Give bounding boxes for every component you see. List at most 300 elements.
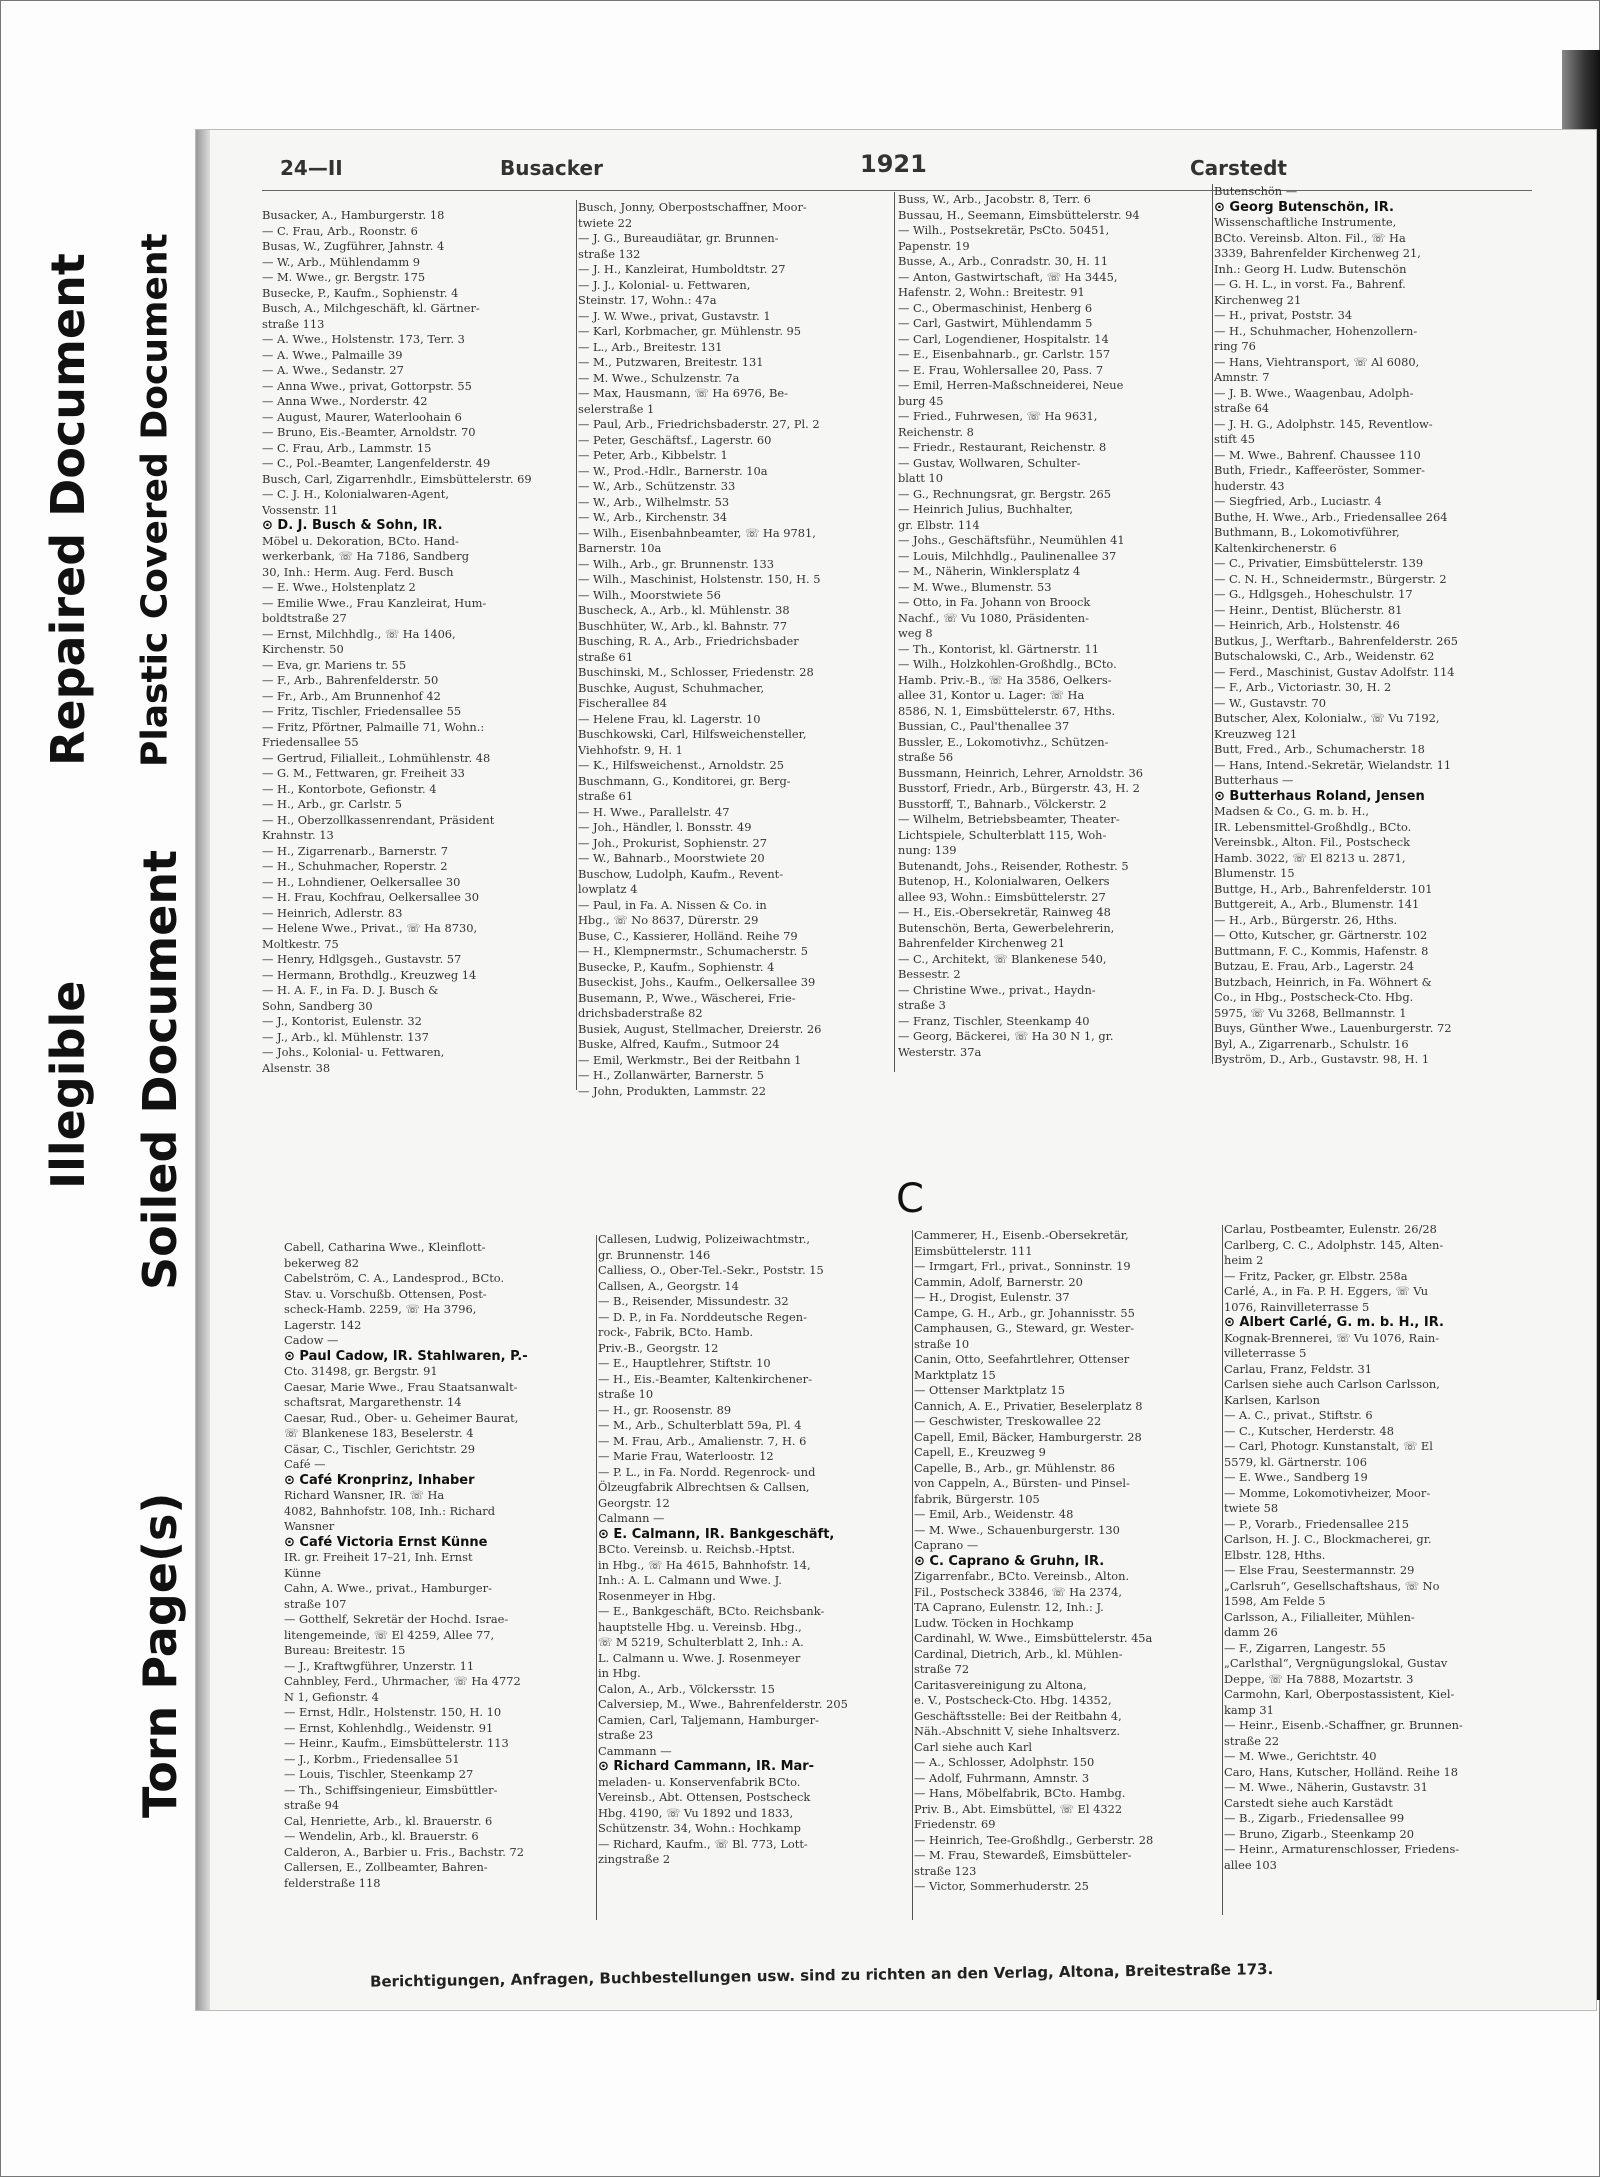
directory-entry-line: Calversiep, M., Wwe., Bahrenfelderstr. 205: [598, 1697, 848, 1711]
directory-entry-line: — Joh., Händler, l. Bonsstr. 49: [578, 820, 752, 834]
directory-entry-line: — H., Kontorbote, Gefionstr. 4: [262, 781, 437, 796]
directory-entry-line: — Henry, Hdlgsgeh., Gustavstr. 57: [262, 952, 462, 966]
directory-entry-line: — J., Arb., kl. Mühlenstr. 137: [262, 1029, 429, 1044]
directory-entry-line: — Ernst, Kohlenhdlg., Weidenstr. 91: [284, 1720, 494, 1735]
directory-entry-line: — Wilh., Arb., gr. Brunnenstr. 133: [578, 556, 775, 571]
directory-entry-line: — J. B. Wwe., Waagenbau, Adolph-: [1214, 385, 1414, 400]
directory-entry-line: — Wilh., Moorstwiete 56: [578, 587, 721, 602]
directory-entry-line: — August, Maurer, Waterloohain 6: [262, 409, 462, 424]
directory-entry-line: bekerweg 82: [284, 1255, 360, 1270]
directory-entry-line: Butterhaus —: [1214, 773, 1294, 787]
directory-entry-line: Butt, Fred., Arb., Schumacherstr. 18: [1214, 742, 1425, 756]
directory-entry-line: — E., Eisenbahnarb., gr. Carlstr. 157: [898, 347, 1111, 361]
column-3: [898, 192, 1216, 1092]
directory-entry-line: Kirchenweg 21: [1214, 292, 1302, 307]
directory-entry-line: Georgstr. 12: [598, 1495, 670, 1510]
directory-entry-line: Busch, Carl, Zigarrenhdlr., Eimsbüttelerstr. 69: [262, 471, 532, 486]
directory-entry-line: hauptstelle Hbg. u. Vereinsb. Hbg.,: [598, 1619, 802, 1634]
directory-entry-line: — Richard, Kaufm., ☏ Bl. 773, Lott-: [598, 1836, 808, 1851]
directory-entry-line: Caritasvereinigung zu Altona,: [914, 1677, 1087, 1692]
directory-entry-line: Schützenstr. 34, Wohn.: Hochkamp: [598, 1821, 801, 1835]
directory-entry-line: straße 64: [1214, 401, 1270, 415]
directory-entry-line: — Carl, Photogr. Kunstanstalt, ☏ El: [1224, 1439, 1433, 1453]
directory-entry-line: Caesar, Marie Wwe., Frau Staatsanwalt-: [284, 1379, 518, 1394]
directory-entry-line: — H. A. F., in Fa. D. J. Busch &: [262, 983, 439, 997]
directory-entry-line: straße 72: [914, 1662, 970, 1676]
directory-entry-line: — D. P., in Fa. Norddeutsche Regen-: [598, 1309, 807, 1324]
directory-entry-line: Carstedt siehe auch Karstädt: [1224, 1795, 1393, 1810]
directory-entry-line: — H., Lohndiener, Oelkersallee 30: [262, 874, 461, 889]
directory-entry-line: — Hans, Viehtransport, ☏ Al 6080,: [1214, 354, 1420, 369]
directory-entry-line: — Fritz, Packer, gr. Elbstr. 258a: [1224, 1268, 1408, 1283]
directory-entry-line: Amnstr. 7: [1214, 370, 1270, 384]
directory-entry-line: — Emil, Werkmstr., Bei der Reitbahn 1: [578, 1052, 802, 1067]
directory-entry-line: — M., Arb., Schulterblatt 59a, Pl. 4: [598, 1418, 802, 1432]
directory-entry-line: zingstraße 2: [598, 1852, 671, 1866]
directory-entry-line: straße 61: [578, 649, 634, 664]
directory-entry-line: ⊙ Paul Cadow, IR. Stahlwaren, P.-: [284, 1348, 528, 1364]
directory-entry-line: Capelle, B., Arb., gr. Mühlenstr. 86: [914, 1460, 1115, 1475]
directory-entry-line: Busstorff, T., Bahnarb., Völckerstr. 2: [898, 796, 1107, 811]
directory-entry-line: Künne: [284, 1565, 322, 1580]
directory-entry-line: Butscher, Alex, Kolonialw., ☏ Vu 7192,: [1214, 711, 1440, 725]
directory-entry-line: Vereinsb., Abt. Ottensen, Postscheck: [598, 1790, 811, 1804]
directory-entry-line: — L., Arb., Breitestr. 131: [578, 339, 723, 354]
directory-entry-line: — Fritz, Pförtner, Palmaille 71, Wohn.:: [262, 719, 485, 734]
directory-entry-line: — Adolf, Fuhrmann, Amnstr. 3: [914, 1770, 1090, 1785]
directory-entry-line: straße 10: [598, 1387, 654, 1401]
directory-entry-line: allee 103: [1224, 1857, 1277, 1872]
directory-entry-line: — P., Vorarb., Friedensallee 215: [1224, 1516, 1409, 1531]
directory-entry-line: Butschalowski, C., Arb., Weidenstr. 62: [1214, 649, 1435, 663]
directory-entry-line: ring 76: [1214, 339, 1256, 353]
directory-entry-line: — M. Wwe., Bahrenf. Chaussee 110: [1214, 447, 1421, 462]
directory-entry-line: — W., Arb., Wilhelmstr. 53: [578, 494, 730, 509]
directory-entry-line: — Anton, Gastwirtschaft, ☏ Ha 3445,: [898, 269, 1118, 284]
directory-entry-line: — C. J. H., Kolonialwaren-Agent,: [262, 487, 449, 501]
directory-entry-line: ⊙ Café Kronprinz, Inhaber: [284, 1472, 475, 1488]
directory-entry-line: Butkus, J., Werftarb., Bahrenfelderstr. 265: [1214, 633, 1458, 648]
directory-entry-line: Co., in Hbg., Postscheck-Cto. Hbg.: [1214, 990, 1414, 1004]
directory-entry-line: „Carlsthal“, Vergnügungslokal, Gustav: [1224, 1656, 1448, 1670]
directory-entry-line: — Gotthelf, Sekretär der Hochd. Israe-: [284, 1612, 509, 1626]
directory-entry-line: Priv.-B., Georgstr. 12: [598, 1340, 719, 1355]
directory-entry-line: — Christine Wwe., privat., Haydn-: [898, 982, 1096, 997]
section-letter: C: [896, 1176, 924, 1222]
column-rule: [576, 200, 577, 1090]
directory-entry-line: — John, Produkten, Lammstr. 22: [578, 1083, 767, 1098]
label-repaired-document: Repaired Document: [41, 253, 95, 767]
directory-entry-line: IR. Lebensmittel-Großhdlg., BCto.: [1214, 819, 1412, 834]
directory-entry-line: 30, Inh.: Herm. Aug. Ferd. Busch: [262, 564, 454, 579]
directory-entry-line: Inh.: A. L. Calmann und Wwe. J.: [598, 1573, 782, 1587]
directory-entry-line: schaftsrat, Margarethenstr. 14: [284, 1395, 462, 1409]
directory-entry-line: straße 113: [262, 316, 325, 331]
directory-entry-line: Cammerer, H., Eisenb.-Obersekretär,: [914, 1228, 1129, 1242]
directory-entry-line: Cahn, A. Wwe., privat., Hamburger-: [284, 1581, 492, 1595]
directory-entry-line: Kirchenstr. 50: [262, 642, 344, 656]
directory-entry-line: — Wilh., Eisenbahnbeamter, ☏ Ha 9781,: [578, 525, 816, 540]
directory-entry-line: Busacker, A., Hamburgerstr. 18: [262, 208, 445, 222]
directory-entry-line: Buse, C., Kassierer, Holländ. Reihe 79: [578, 928, 798, 943]
directory-entry-line: Busstorf, Friedr., Arb., Bürgerstr. 43, H. 2: [898, 781, 1140, 795]
directory-entry-line: — M. Wwe., Blumenstr. 53: [898, 579, 1052, 594]
directory-entry-line: Callersen, E., Zollbeamter, Bahren-: [284, 1860, 488, 1874]
directory-entry-line: Papenstr. 19: [898, 238, 970, 253]
directory-entry-line: BCto. Vereinsb. Alton. Fil., ☏ Ha: [1214, 230, 1406, 245]
directory-entry-line: — Ottenser Marktplatz 15: [914, 1383, 1066, 1397]
directory-entry-line: werkerbank, ☏ Ha 7186, Sandberg: [262, 549, 470, 563]
directory-entry-line: — Heinr., Eisenb.-Schaffner, gr. Brunnen-: [1224, 1718, 1463, 1732]
directory-entry-line: Cammann —: [598, 1743, 672, 1758]
directory-entry-line: Busecke, P., Kaufm., Sophienstr. 4: [578, 959, 775, 974]
directory-entry-line: Cardinahl, W. Wwe., Eimsbüttelerstr. 45a: [914, 1631, 1153, 1645]
directory-entry-line: — H., Zollanwärter, Barnerstr. 5: [578, 1068, 764, 1082]
directory-entry-line: IR. gr. Freiheit 17–21, Inh. Ernst: [284, 1550, 473, 1564]
directory-entry-line: straße 3: [898, 998, 946, 1012]
directory-entry-line: ⊙ Georg Butenschön, IR.: [1214, 199, 1394, 215]
directory-entry-line: — Wilhelm, Betriebsbeamter, Theater-: [898, 812, 1120, 826]
directory-entry-line: — C., Architekt, ☏ Blankenese 540,: [898, 951, 1107, 966]
directory-entry-line: Busch, Jonny, Oberpostschaffner, Moor-: [578, 200, 807, 214]
directory-entry-line: — Heinr., Kaufm., Eimsbüttelerstr. 113: [284, 1736, 509, 1750]
directory-entry-line: Carlson, H. J. C., Blockmacherei, gr.: [1224, 1532, 1432, 1546]
directory-entry-line: Byl, A., Zigarrenarb., Schulstr. 16: [1214, 1036, 1409, 1051]
directory-entry-line: Lichtspiele, Schulterblatt 115, Woh-: [898, 827, 1107, 842]
directory-entry-line: Kreuzweg 121: [1214, 726, 1298, 741]
directory-entry-line: — Otto, Kutscher, gr. Gärtnerstr. 102: [1214, 928, 1428, 942]
directory-entry-line: Busecke, P., Kaufm., Sophienstr. 4: [262, 285, 459, 300]
directory-entry-line: — M. Wwe., Näherin, Gustavstr. 31: [1224, 1780, 1428, 1794]
directory-entry-line: Busse, A., Arb., Conradstr. 30, H. 11: [898, 254, 1108, 268]
directory-entry-line: — E. Wwe., Holstenplatz 2: [262, 580, 416, 594]
directory-entry-line: allee 93, Wohn.: Eimsbüttelerstr. 27: [898, 889, 1106, 904]
directory-entry-line: huderstr. 43: [1214, 478, 1285, 493]
directory-entry-line: — Georg, Bäckerei, ☏ Ha 30 N 1, gr.: [898, 1029, 1114, 1043]
directory-entry-line: Eimsbüttelerstr. 111: [914, 1243, 1033, 1258]
directory-entry-line: — F., Arb., Bahrenfelderstr. 50: [262, 673, 439, 687]
page-binding-edge: [196, 130, 210, 2010]
directory-entry-line: straße 10: [914, 1336, 970, 1351]
directory-entry-line: — Geschwister, Treskowallee 22: [914, 1414, 1102, 1428]
directory-entry-line: Vereinsbk., Alton. Fil., Postscheck: [1214, 835, 1410, 849]
directory-entry-line: — H., Arb., Bürgerstr. 26, Hths.: [1214, 912, 1398, 927]
directory-entry-line: — C., Pol.-Beamter, Langenfelderstr. 49: [262, 456, 491, 470]
directory-entry-line: — M. Frau, Arb., Amalienstr. 7, H. 6: [598, 1433, 807, 1448]
directory-entry-line: — C. Frau, Arb., Lammstr. 15: [262, 440, 432, 455]
directory-entry-line: — E., Bankgeschäft, BCto. Reichsbank-: [598, 1604, 825, 1618]
directory-entry-line: Hamb. Priv.-B., ☏ Ha 3586, Oelkers-: [898, 672, 1112, 687]
directory-entry-line: rock-, Fabrik, BCto. Hamb.: [598, 1325, 754, 1339]
directory-entry-line: straße 132: [578, 246, 641, 261]
directory-entry-line: Carl siehe auch Karl: [914, 1739, 1032, 1754]
column-7: [914, 1228, 1232, 1918]
directory-entry-line: stift 45: [1214, 432, 1255, 446]
directory-entry-line: — H., Eis.-Obersekretär, Rainweg 48: [898, 905, 1111, 919]
directory-entry-line: straße 107: [284, 1596, 347, 1611]
directory-entry-line: Calliess, O., Ober-Tel.-Sekr., Poststr. 15: [598, 1263, 824, 1277]
directory-entry-line: — W., Arb., Mühlendamm 9: [262, 254, 421, 269]
directory-entry-line: — H., gr. Roosenstr. 89: [598, 1402, 732, 1417]
directory-entry-line: straße 94: [284, 1798, 340, 1812]
directory-entry-line: — Momme, Lokomotivheizer, Moor-: [1224, 1485, 1431, 1500]
directory-entry-line: — Otto, in Fa. Johann von Broock: [898, 595, 1091, 609]
directory-entry-line: Wansner: [284, 1519, 335, 1533]
directory-entry-line: — Emil, Herren-Maßschneiderei, Neue: [898, 378, 1124, 392]
directory-entry-line: gr. Elbstr. 114: [898, 517, 980, 532]
directory-entry-line: Sohn, Sandberg 30: [262, 998, 373, 1013]
directory-entry-line: Byström, D., Arb., Gustavstr. 98, H. 1: [1214, 1052, 1430, 1066]
directory-entry-line: kamp 31: [1224, 1702, 1274, 1717]
directory-entry-line: heim 2: [1224, 1253, 1264, 1267]
directory-entry-line: ⊙ Café Victoria Ernst Künne: [284, 1534, 488, 1550]
directory-entry-line: — Max, Hausmann, ☏ Ha 6976, Be-: [578, 386, 788, 400]
directory-entry-line: Barnerstr. 10a: [578, 541, 662, 555]
directory-entry-line: ⊙ E. Calmann, IR. Bankgeschäft,: [598, 1526, 835, 1542]
directory-entry-line: nung: 139: [898, 843, 957, 857]
directory-entry-line: Buschke, August, Schuhmacher,: [578, 680, 765, 695]
directory-entry-line: weg 8: [898, 626, 933, 640]
directory-entry-line: Calmann —: [598, 1511, 665, 1525]
directory-entry-line: Alsenstr. 38: [262, 1060, 331, 1075]
directory-entry-line: Fischerallee 84: [578, 696, 667, 710]
head-year: 1921: [860, 150, 927, 178]
directory-entry-line: — G. M., Fettwaren, gr. Freiheit 33: [262, 766, 465, 780]
directory-entry-line: — Fried., Fuhrwesen, ☏ Ha 9631,: [898, 409, 1098, 423]
directory-entry-line: — Anna Wwe., privat, Gottorpstr. 55: [262, 378, 472, 393]
directory-entry-line: — Marie Frau, Waterloostr. 12: [598, 1449, 774, 1463]
directory-entry-line: — A. Wwe., Sedanstr. 27: [262, 363, 404, 377]
directory-entry-line: — Wendelin, Arb., kl. Brauerstr. 6: [284, 1829, 479, 1843]
page-number: 24—II: [280, 156, 343, 180]
directory-entry-line: Carmohn, Karl, Oberpostassistent, Kiel-: [1224, 1687, 1455, 1701]
directory-entry-line: Rosenmeyer in Hbg.: [598, 1588, 716, 1603]
directory-entry-line: N 1, Gefionstr. 4: [284, 1689, 379, 1704]
directory-entry-line: Cahnbley, Ferd., Uhrmacher, ☏ Ha 4772: [284, 1674, 521, 1688]
directory-entry-line: scheck-Hamb. 2259, ☏ Ha 3796,: [284, 1302, 477, 1316]
directory-entry-line: Buschhüter, W., Arb., kl. Bahnstr. 77: [578, 618, 788, 633]
directory-entry-line: Lagerstr. 142: [284, 1317, 362, 1332]
label-torn-pages: Torn Page(s): [133, 1492, 187, 1818]
directory-entry-line: Busiek, August, Stellmacher, Dreierstr. 26: [578, 1021, 822, 1036]
directory-entry-line: felderstraße 118: [284, 1875, 381, 1890]
directory-entry-line: „Carlsruh“, Gesellschaftshaus, ☏ No: [1224, 1578, 1440, 1593]
directory-entry-line: — H. Frau, Kochfrau, Oelkersallee 30: [262, 890, 480, 904]
directory-entry-line: Cannich, A. E., Privatier, Beselerplatz 8: [914, 1398, 1143, 1413]
directory-entry-line: — Victor, Sommerhuderstr. 25: [914, 1879, 1089, 1893]
directory-entry-line: straße 56: [898, 750, 954, 764]
head-last-entry: Carstedt: [1190, 156, 1287, 180]
directory-entry-line: Reichenstr. 8: [898, 424, 974, 439]
directory-entry-line: Cal, Henriette, Arb., kl. Brauerstr. 6: [284, 1813, 493, 1828]
directory-entry-line: ☏ M 5219, Schulterblatt 2, Inh.: A.: [598, 1635, 804, 1649]
directory-entry-line: Krahnstr. 13: [262, 828, 334, 842]
directory-entry-line: — Joh., Prokurist, Sophienstr. 27: [578, 835, 767, 850]
directory-entry-line: — C., Obermaschinist, Henberg 6: [898, 300, 1093, 315]
directory-entry-line: — J., Kraftwgführer, Unzerstr. 11: [284, 1658, 475, 1673]
column-4: [1214, 184, 1532, 1084]
directory-entry-line: — H., Zigarrenarb., Barnerstr. 7: [262, 843, 449, 858]
directory-entry-line: Butenschön —: [1214, 184, 1298, 198]
directory-entry-line: — H., Schuhmacher, Roperstr. 2: [262, 859, 448, 873]
directory-entry-line: ⊙ Albert Carlé, G. m. b. H., IR.: [1224, 1315, 1444, 1330]
directory-entry-line: — Bruno, Zigarb., Steenkamp 20: [1224, 1826, 1414, 1841]
directory-entry-line: meladen- u. Konservenfabrik BCto.: [598, 1774, 801, 1789]
column-2: [578, 200, 896, 1148]
directory-entry-line: Buys, Günther Wwe., Lauenburgerstr. 72: [1214, 1021, 1452, 1035]
directory-entry-line: von Cappeln, A., Bürsten- und Pinsel-: [914, 1476, 1130, 1490]
column-rule: [596, 1235, 597, 1920]
directory-entry-line: — C. N. H., Schneidermstr., Bürgerstr. 2: [1214, 571, 1447, 586]
directory-entry-line: — Irmgart, Frl., privat., Sonninstr. 19: [914, 1259, 1131, 1273]
directory-entry-line: lowplatz 4: [578, 882, 638, 896]
directory-entry-line: Friedensallee 55: [262, 735, 359, 749]
directory-entry-line: — Ernst, Milchhdlg., ☏ Ha 1406,: [262, 626, 456, 641]
directory-entry-line: Buttge, H., Arb., Bahrenfelderstr. 101: [1214, 881, 1433, 896]
directory-entry-line: — Franz, Tischler, Steenkamp 40: [898, 1013, 1090, 1028]
directory-entry-line: Fil., Postscheck 33846, ☏ Ha 2374,: [914, 1584, 1123, 1599]
label-soiled-document: Soiled Document: [133, 849, 187, 1291]
publisher-footer: Berichtigungen, Anfragen, Buchbestellungen usw. sind zu richten an den Verlag, Altona, Breitestraße 173.: [369, 1960, 1274, 1991]
directory-entry-line: — Louis, Milchhdlg., Paulinenallee 37: [898, 548, 1117, 563]
directory-entry-line: — H., Klempnermstr., Schumacherstr. 5: [578, 944, 809, 958]
directory-entry-line: Kaltenkirchenerstr. 6: [1214, 540, 1337, 555]
directory-entry-line: — F., Zigarren, Langestr. 55: [1224, 1640, 1386, 1655]
head-first-entry: Busacker: [500, 156, 603, 180]
directory-entry-line: — B., Zigarb., Friedensallee 99: [1224, 1811, 1405, 1825]
directory-entry-line: — G., Rechnungsrat, gr. Bergstr. 265: [898, 486, 1111, 501]
directory-entry-line: — A. C., privat., Stiftstr. 6: [1224, 1408, 1373, 1422]
directory-entry-line: Capell, E., Kreuzweg 9: [914, 1445, 1046, 1459]
directory-entry-line: — Wilh., Postsekretär, PsCto. 50451,: [898, 223, 1110, 237]
directory-entry-line: twiete 22: [578, 215, 633, 230]
directory-entry-line: Butenandt, Johs., Reisender, Rothestr. 5: [898, 858, 1129, 873]
directory-entry-line: Buske, Alfred, Kaufm., Sutmoor 24: [578, 1037, 780, 1051]
directory-entry-line: straße 61: [578, 789, 634, 803]
directory-entry-line: Camphausen, G., Steward, gr. Wester-: [914, 1321, 1135, 1335]
directory-entry-line: Busching, R. A., Arb., Friedrichsbader: [578, 634, 799, 648]
directory-entry-line: 4082, Bahnhofstr. 108, Inh.: Richard: [284, 1503, 496, 1518]
directory-entry-line: Carlsson, A., Filialleiter, Mühlen-: [1224, 1609, 1415, 1624]
directory-entry-line: — Ernst, Hdlr., Holstenstr. 150, H. 10: [284, 1705, 502, 1719]
directory-entry-line: Cammin, Adolf, Barnerstr. 20: [914, 1274, 1083, 1289]
directory-entry-line: Elbstr. 128, Hths.: [1224, 1547, 1326, 1562]
directory-entry-line: — M., Näherin, Winklersplatz 4: [898, 564, 1081, 578]
directory-entry-line: — W., Prod.-Hdlr., Barnerstr. 10a: [578, 463, 768, 478]
directory-entry-line: Bessestr. 2: [898, 967, 961, 981]
directory-entry-line: — G. H. L., in vorst. Fa., Bahrenf.: [1214, 277, 1406, 291]
directory-entry-line: 1598, Am Felde 5: [1224, 1594, 1326, 1608]
directory-entry-line: Butzbach, Heinrich, in Fa. Wöhnert &: [1214, 974, 1432, 989]
directory-entry-line: — J. W. Wwe., privat, Gustavstr. 1: [578, 308, 771, 323]
directory-entry-line: Hbg., ☏ No 8637, Dürerstr. 29: [578, 913, 759, 927]
directory-entry-line: Campe, G. H., Arb., gr. Johannisstr. 55: [914, 1305, 1135, 1320]
directory-entry-line: Caprano —: [914, 1538, 979, 1552]
directory-entry-line: Canin, Otto, Seefahrtlehrer, Ottenser: [914, 1352, 1130, 1366]
directory-entry-line: allee 31, Kontor u. Lager: ☏ Ha: [898, 688, 1085, 702]
directory-entry-line: Cabelström, C. A., Landesprod., BCto.: [284, 1271, 505, 1285]
directory-entry-line: — Eva, gr. Mariens tr. 55: [262, 657, 407, 672]
directory-entry-line: Buschinski, M., Schlosser, Friedenstr. 28: [578, 665, 814, 679]
directory-entry-line: — Carl, Logendiener, Hospitalstr. 14: [898, 331, 1109, 346]
directory-entry-line: Caro, Hans, Kutscher, Holländ. Reihe 18: [1224, 1764, 1458, 1779]
directory-entry-line: Möbel u. Dekoration, BCto. Hand-: [262, 533, 459, 548]
directory-entry-line: Hbg. 4190, ☏ Vu 1892 und 1833,: [598, 1805, 794, 1820]
directory-entry-line: ⊙ C. Caprano & Gruhn, IR.: [914, 1553, 1105, 1569]
directory-entry-line: burg 45: [898, 393, 944, 408]
directory-entry-line: — Friedr., Restaurant, Reichenstr. 8: [898, 440, 1107, 454]
directory-entry-line: — Karl, Korbmacher, gr. Mühlenstr. 95: [578, 324, 802, 338]
directory-entry-line: Carlau, Postbeamter, Eulenstr. 26/28: [1224, 1222, 1437, 1236]
directory-entry-line: Madsen & Co., G. m. b. H.,: [1214, 804, 1369, 818]
directory-entry-line: Cabell, Catharina Wwe., Kleinflott-: [284, 1240, 486, 1254]
directory-entry-line: damm 26: [1224, 1625, 1278, 1639]
directory-entry-line: Caesar, Rud., Ober- u. Geheimer Baurat,: [284, 1410, 519, 1425]
directory-entry-line: L. Calmann u. Wwe. J. Rosenmeyer: [598, 1650, 801, 1665]
directory-entry-line: litengemeinde, ☏ El 4259, Allee 77,: [284, 1627, 495, 1642]
directory-entry-line: Bureau: Breitestr. 15: [284, 1643, 406, 1657]
directory-entry-line: Butenschön, Berta, Gewerbelehrerin,: [898, 920, 1115, 935]
directory-entry-line: — Heinr., Dentist, Blücherstr. 81: [1214, 602, 1403, 617]
directory-entry-line: — C., Kutscher, Herderstr. 48: [1224, 1423, 1395, 1438]
directory-entry-line: — Johs., Geschäftsführ., Neumühlen 41: [898, 533, 1125, 547]
directory-entry-line: boldtstraße 27: [262, 611, 347, 625]
directory-entry-line: Viehhofstr. 9, H. 1: [578, 742, 683, 757]
directory-entry-line: — Peter, Arb., Kibbelstr. 1: [578, 448, 728, 462]
directory-entry-line: — H., Oberzollkassenrendant, Präsident: [262, 812, 495, 827]
directory-entry-line: — Paul, in Fa. A. Nissen & Co. in: [578, 897, 767, 912]
directory-entry-line: 3339, Bahrenfelder Kirchenweg 21,: [1214, 246, 1421, 260]
directory-entry-line: — W., Gustavstr. 70: [1214, 695, 1327, 710]
directory-entry-line: Buscheck, A., Arb., kl. Mühlenstr. 38: [578, 603, 790, 617]
directory-entry-line: Busch, A., Milchgeschäft, kl. Gärtner-: [262, 301, 480, 315]
column-8: [1224, 1222, 1544, 1912]
directory-entry-line: Geschäftsstelle: Bei der Reitbahn 4,: [914, 1708, 1122, 1723]
column-rule: [894, 192, 895, 1072]
directory-entry-line: Busas, W., Zugführer, Jahnstr. 4: [262, 239, 445, 253]
directory-entry-line: Buschkowski, Carl, Hilfsweichensteller,: [578, 727, 807, 741]
directory-entry-line: — H., Drogist, Eulenstr. 37: [914, 1290, 1070, 1304]
directory-entry-line: Hafenstr. 2, Wohn.: Breitestr. 91: [898, 285, 1085, 299]
directory-entry-line: — C. Frau, Arb., Roonstr. 6: [262, 223, 418, 238]
directory-entry-line: — Gustav, Wollwaren, Schulter-: [898, 455, 1081, 470]
directory-entry-line: Zigarrenfabr., BCto. Vereinsb., Alton.: [914, 1569, 1130, 1583]
directory-entry-line: — Louis, Tischler, Steenkamp 27: [284, 1767, 474, 1781]
directory-entry-line: Karlsen, Karlson: [1224, 1392, 1320, 1407]
directory-entry-line: Café —: [284, 1457, 326, 1471]
directory-entry-line: — Wilh., Holzkohlen-Großhdlg., BCto.: [898, 657, 1117, 671]
directory-entry-line: Priv. B., Abt. Eimsbüttel, ☏ El 4322: [914, 1801, 1123, 1816]
directory-entry-line: — Heinrich, Arb., Holstenstr. 46: [1214, 618, 1400, 632]
directory-entry-line: in Hbg.: [598, 1666, 641, 1680]
column-1: [262, 208, 580, 1148]
directory-entry-line: Inh.: Georg H. Ludw. Butenschön: [1214, 261, 1407, 276]
directory-entry-line: — Hans, Möbelfabrik, BCto. Hambg.: [914, 1786, 1126, 1800]
directory-entry-line: — J. H. G., Adolphstr. 145, Reventlow-: [1214, 416, 1433, 431]
directory-entry-line: ☏ Blankenese 183, Beselerstr. 4: [284, 1426, 474, 1440]
directory-entry-line: — E. Wwe., Sandberg 19: [1224, 1470, 1368, 1484]
directory-entry-line: — G., Hdlgsgeh., Hoheschulstr. 17: [1214, 587, 1413, 601]
directory-entry-line: — Th., Schiffsingenieur, Eimsbüttler-: [284, 1782, 498, 1797]
directory-entry-line: selerstraße 1: [578, 401, 655, 416]
directory-entry-line: — Fr., Arb., Am Brunnenhof 42: [262, 688, 441, 703]
directory-entry-line: Carlberg, C. C., Adolphstr. 145, Alten-: [1224, 1237, 1444, 1252]
directory-entry-line: — Johs., Kolonial- u. Fettwaren,: [262, 1045, 445, 1059]
directory-entry-line: Buthe, H. Wwe., Arb., Friedensallee 264: [1214, 509, 1448, 524]
directory-entry-line: Buss, W., Arb., Jacobstr. 8, Terr. 6: [898, 192, 1091, 206]
directory-entry-line: 5975, ☏ Vu 3268, Bellmannstr. 1: [1214, 1005, 1407, 1020]
directory-entry-line: — Bruno, Eis.-Beamter, Arnoldstr. 70: [262, 425, 476, 439]
